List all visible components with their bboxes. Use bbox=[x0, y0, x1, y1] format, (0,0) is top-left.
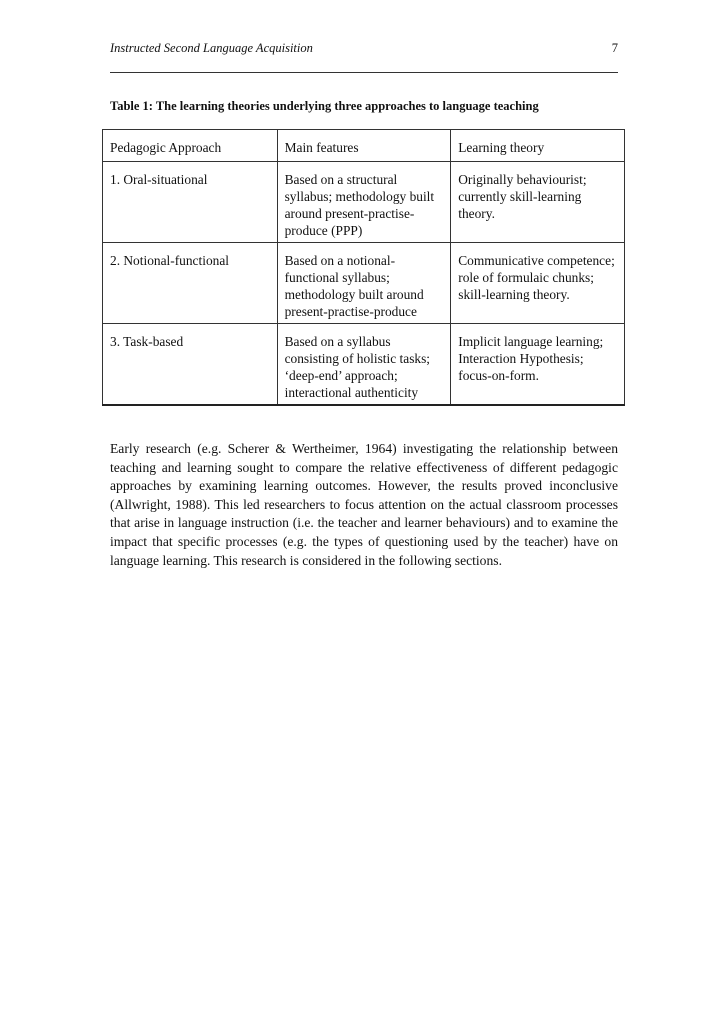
page-number: 7 bbox=[611, 41, 618, 55]
table-caption: Table 1: The learning theories underlying three approaches to language teaching bbox=[110, 99, 539, 113]
features-cell: Based on a notional-functional syllabus; methodology built around present-practise-produce bbox=[277, 243, 451, 324]
page-header bbox=[110, 41, 618, 61]
running-title: Instructed Second Language Acquisition bbox=[110, 41, 313, 55]
table-row bbox=[103, 324, 625, 406]
learning-theories-table bbox=[102, 129, 625, 406]
approach-cell: 1. Oral-situational bbox=[103, 162, 278, 243]
column-header-features: Main features bbox=[277, 130, 451, 162]
table-row bbox=[103, 162, 625, 243]
table-header-row bbox=[103, 130, 625, 162]
theory-cell: Originally behaviourist; currently skill-learning theory. bbox=[451, 162, 625, 243]
features-cell: Based on a structural syllabus; methodology built around present-practise-produce (PPP) bbox=[277, 162, 451, 243]
column-header-approach: Pedagogic Approach bbox=[103, 130, 278, 162]
table-row bbox=[103, 243, 625, 324]
approach-cell: 2. Notional-functional bbox=[103, 243, 278, 324]
approach-cell: 3. Task-based bbox=[103, 324, 278, 406]
body-paragraph: Early research (e.g. Scherer & Wertheimer, 1964) investigating the relationship between teaching and learning sought to compare the relative effectiveness of different pedagogic approaches by examining learning outcomes. However, the results proved inconclusive (Allwright, 1988). This led researchers to focus attention on the actual classroom processes that arise in language instruction (i.e. the teacher and learner behaviours) and to examine the impact that specific processes (e.g. the types of questioning used by the teacher) have on language learning. This research is considered in the following sections. bbox=[110, 441, 618, 568]
theory-cell: Communicative competence; role of formulaic chunks; skill-learning theory. bbox=[451, 243, 625, 324]
header-divider bbox=[110, 72, 618, 73]
column-header-theory: Learning theory bbox=[451, 130, 625, 162]
features-cell: Based on a syllabus consisting of holistic tasks; ‘deep-end’ approach; interactional authenticity bbox=[277, 324, 451, 406]
theory-cell: Implicit language learning; Interaction Hypothesis; focus-on-form. bbox=[451, 324, 625, 406]
